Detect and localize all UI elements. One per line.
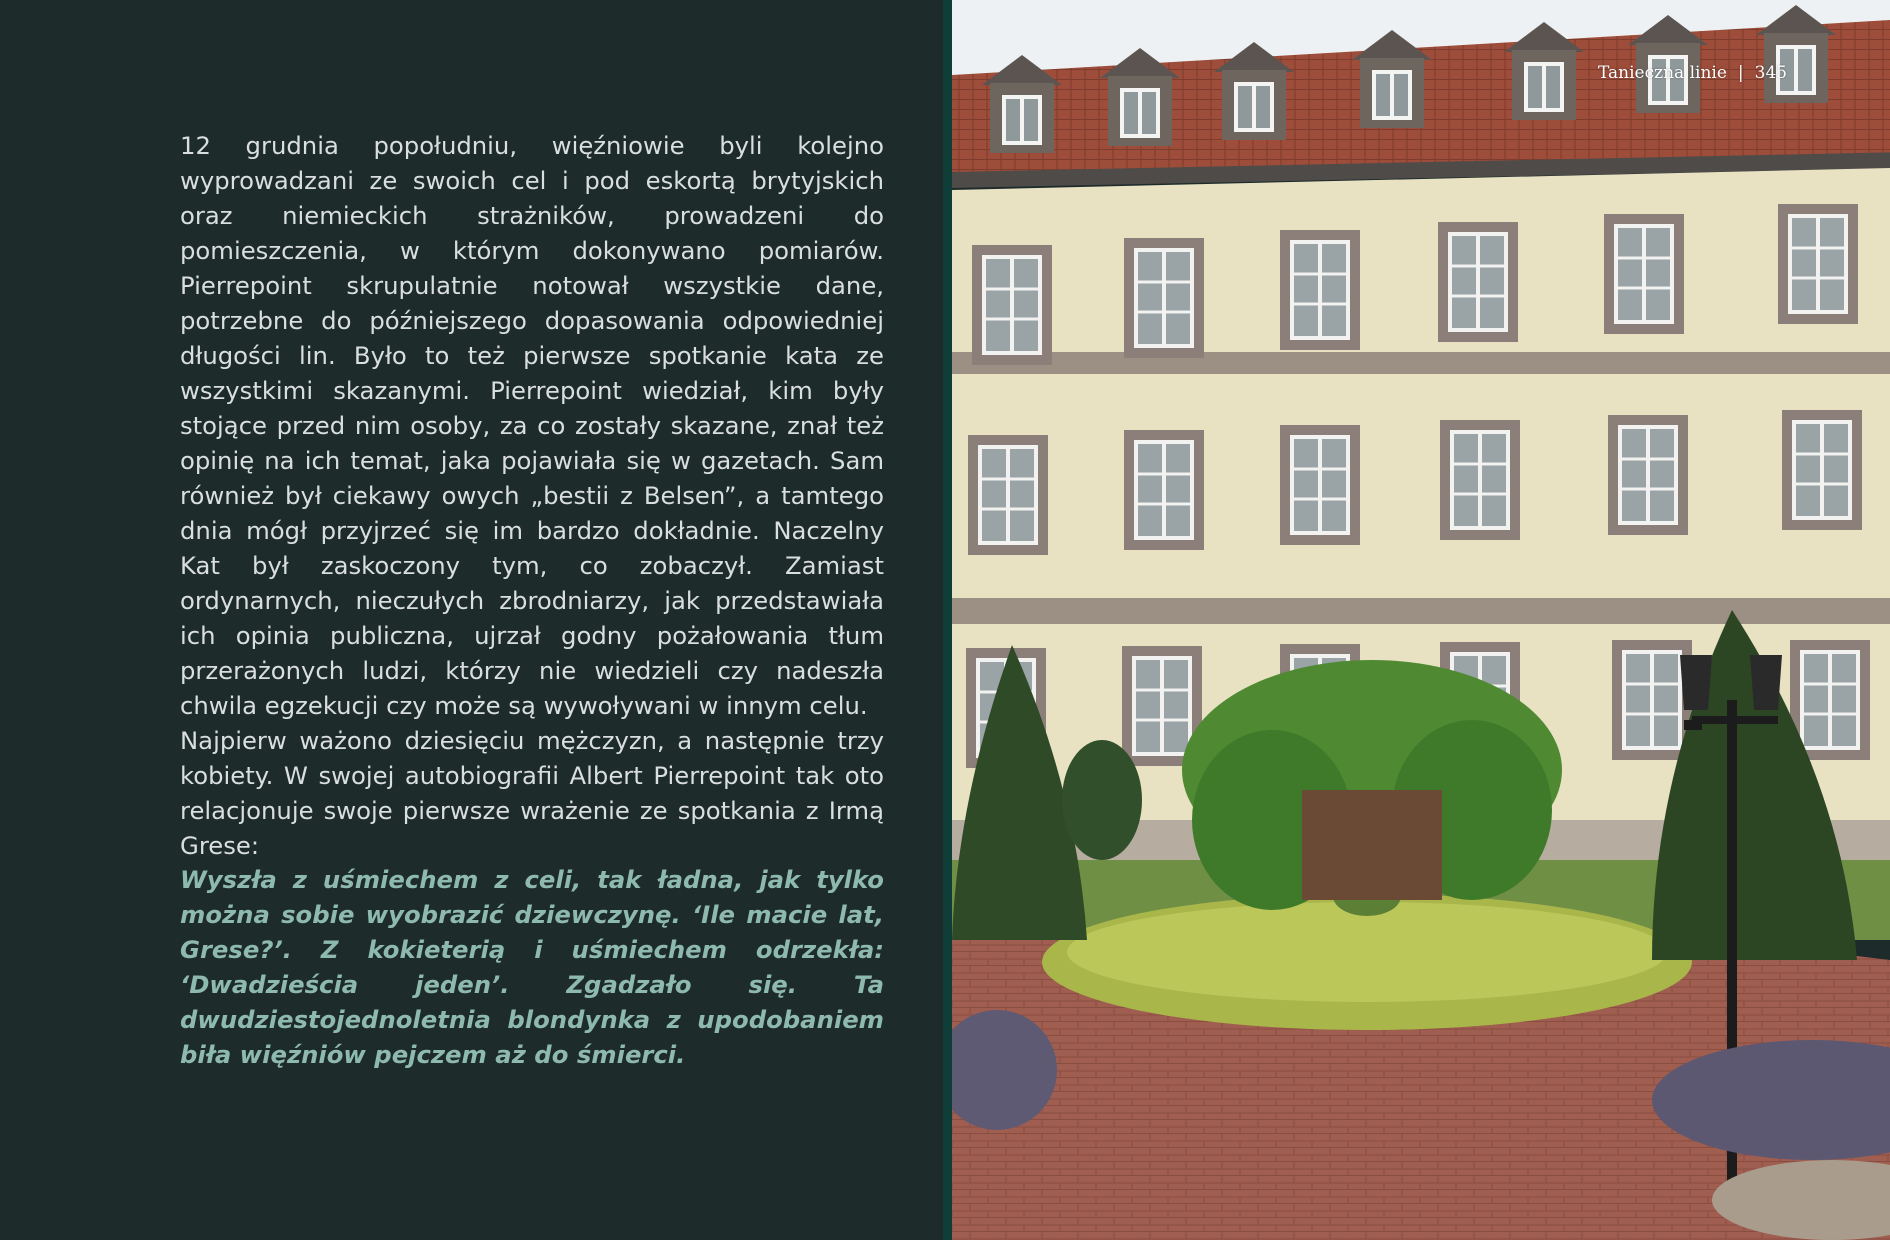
courtyard-photo [952,0,1890,1240]
body-text [180,128,884,863]
page-number: 345 [1754,63,1788,83]
running-header [1598,63,1787,83]
page-divider [943,0,952,1240]
paragraph: 12 grudnia popołudniu, więźniowie byli kolejno wyprowadzani ze swoich cel i pod eskortą brytyjskich oraz niemieckich strażników, prowadzeni do pomieszczenia, w którym dokonywano pomiarów. Pierrepoint skrupulatnie notował wszystkie dane, potrzebne do późniejszego dopasowania odpowiedniej długości lin. Było to też pierwsze spotkanie kata ze wszystkimi skazanymi. Pierrepoint wiedział, kim były stojące przed nim osoby, za co zostały skazane, znał też opinię na ich temat, jaka pojawiała się w gazetach. Sam również był ciekawy owych „bestii z Belsen”, a tamtego dnia mógł przyjrzeć się im bardzo dokładnie. Naczelny Kat był zaskoczony tym, co zobaczył. Zamiast ordynarnych, nieczułych zbrodniarzy, jak przedstawiała ich opinia publiczna, ujrzał godny pożałowania tłum przerażonych ludzi, którzy nie wiedzieli czy nadeszła chwila egzekucji czy może są wywoływani w innym celu. [180,131,884,720]
prison-courtyard-image [952,0,1890,1240]
header-title: Tanieczna linie [1598,63,1727,83]
header-separator: | [1737,63,1744,83]
paragraph: Najpierw ważono dziesięciu mężczyzn, a następnie trzy kobiety. W swojej autobiografii Albert Pierrepoint tak oto relacjonuje swoje pierwsze wrażenie ze spotkania z Irmą Grese: [180,726,884,860]
text-page [0,0,943,1240]
quote-text: Wyszła z uśmiechem z celi, tak ładna, jak tylko można sobie wyobrazić dziewczynę. ‘Ile macie lat, Grese?’. Z kokieterią i uśmiechem odrzekła: ‘Dwadzieścia jeden’. Zgadzało się. Ta dwudziestojednoletnia blondynka z upodobaniem biła więźniów pejczem aż do śmierci. [180,865,884,1069]
